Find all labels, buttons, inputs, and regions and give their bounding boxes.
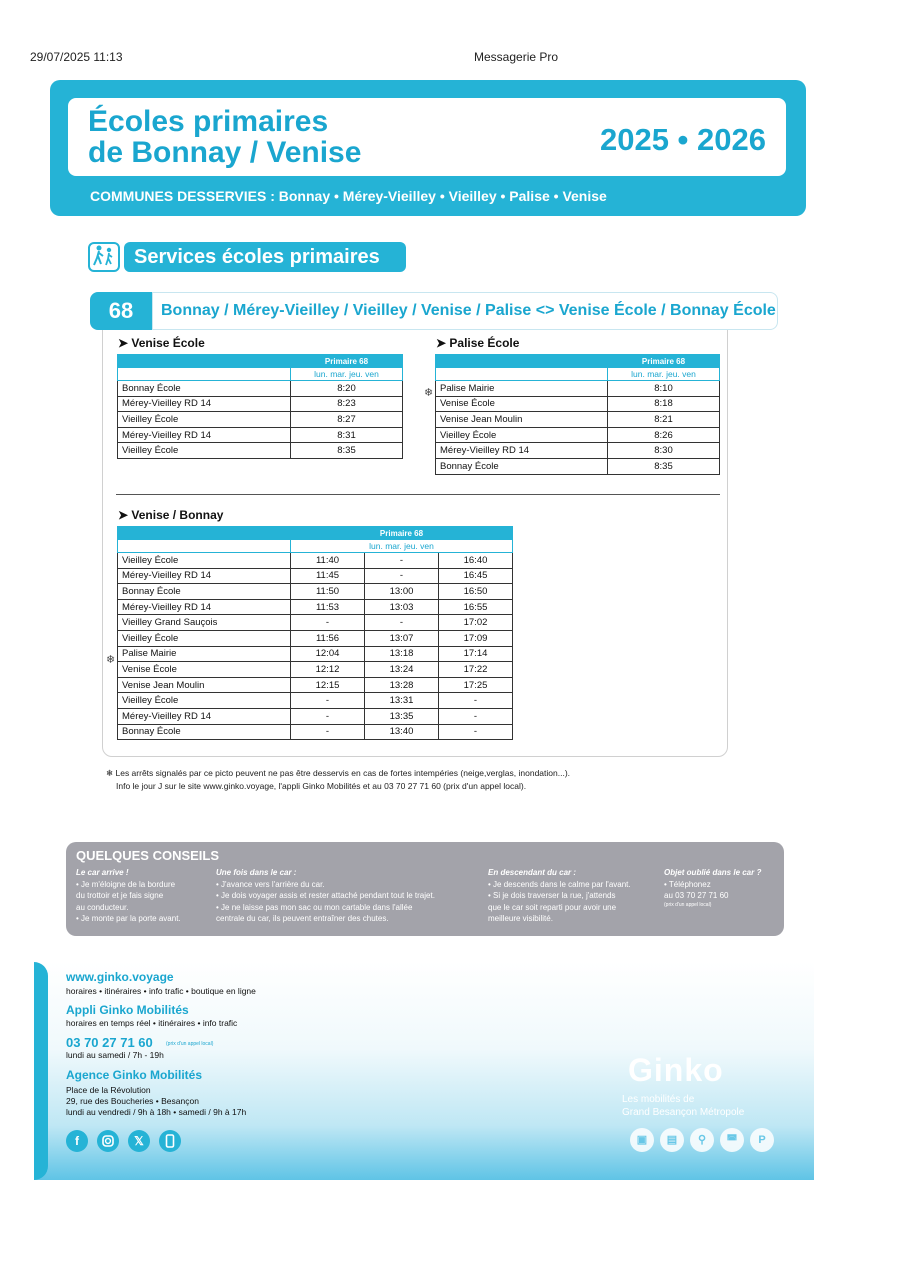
print-source: Messagerie Pro [474,50,559,64]
children-walking-icon [88,242,120,272]
table-row: Vieilley École - 13:31 - [118,693,513,709]
agency-title: Agence Ginko Mobilités [66,1068,203,1082]
advice-col-lost-item: Objet oublié dans le car ? • Téléphonez au 03 70 27 71 60 (prix d'un appel local) [664,868,762,908]
table-row: Vieilley École 8:35 [118,443,403,459]
bus-icon: ▤ [660,1128,684,1152]
parking-icon: P [750,1128,774,1152]
table-row: Mérey-Vieilley RD 14 11:53 13:03 16:55 [118,599,513,615]
agency-address-1: Place de la Révolution [66,1085,151,1095]
table-row: Palise Mairie 8:10 [436,381,720,397]
title-box [68,98,786,176]
title-line-2: de Bonnay / Venise [88,136,362,169]
table-row: Bonnay École 11:50 13:00 16:50 [118,584,513,600]
advice-col-boarding: Le car arrive ! • Je m'éloigne de la bordure du trottoir et je fais signe au conducteur. • Je monte par la porte avant. [76,868,181,923]
table-row: Mérey-Vieilley RD 14 - 13:35 - [118,708,513,724]
timetable-venise-bonnay [117,526,513,740]
car-icon: ◚ [720,1128,744,1152]
days-header: lun. mar. jeu. ven [291,368,403,381]
instagram-icon[interactable] [97,1130,119,1152]
advice-box [66,842,784,936]
table-row: Mérey-Vieilley RD 14 11:45 - 16:45 [118,568,513,584]
table-row: Bonnay École - 13:40 - [118,724,513,740]
phone-number[interactable]: 03 70 27 71 60 [66,1035,153,1050]
table-row: Vieilley Grand Sauçois - - 17:02 [118,615,513,631]
print-datetime: 29/07/2025 11:13 [30,50,123,64]
footnote-line-2: Info le jour J sur le site www.ginko.voyage, l'appli Ginko Mobilités et au 03 70 27 71 60 (prix d'un appel local). [116,781,527,791]
table-row: Mérey-Vieilley RD 14 8:31 [118,427,403,443]
days-header: lun. mar. jeu. ven [608,368,720,381]
table-row: Palise Mairie 12:04 13:18 17:14 [118,646,513,662]
table-row: Bonnay École 8:20 [118,381,403,397]
app-features: horaires en temps réel • itinéraires • info trafic [66,1018,238,1028]
table-row: Venise École 8:18 [436,396,720,412]
title-banner [50,80,806,216]
mobile-icon[interactable] [159,1130,181,1152]
section-divider [116,494,720,495]
table-row: Vieilley École 11:40 - 16:40 [118,553,513,569]
snow-icon: ❄ [424,387,434,399]
advice-col-getting-off: En descendant du car : • Je descends dans le calme par l'avant. • Si je dois traverser la rue, j'attends que le car soit reparti pour avoir une meilleure visibilité. [488,868,631,923]
website-features: horaires • itinéraires • info trafic • boutique en ligne [66,986,256,996]
timetable-venise-ecole [117,354,403,459]
website-link[interactable]: www.ginko.voyage [66,970,174,984]
communes-served: COMMUNES DESSERVIES : Bonnay • Mérey-Vieilley • Vieilley • Palise • Venise [90,188,607,204]
app-link[interactable]: Appli Ginko Mobilités [66,1003,189,1017]
facebook-icon[interactable]: f [66,1130,88,1152]
x-icon[interactable]: 𝕏 [128,1130,150,1152]
footer-accent-arc [34,962,48,1180]
table-row: Venise Jean Moulin 8:21 [436,412,720,428]
table-row: Venise Jean Moulin 12:15 13:28 17:25 [118,677,513,693]
service-header: Primaire 68 [291,527,513,540]
table-row: Vieilley École 11:56 13:07 17:09 [118,630,513,646]
service-header: Primaire 68 [291,355,403,368]
services-heading: Services écoles primaires [124,242,406,272]
line-number-badge: 68 [90,292,152,330]
days-header: lun. mar. jeu. ven [291,540,513,553]
table-row: Bonnay École 8:35 [436,458,720,474]
bike-icon: ⚲ [690,1128,714,1152]
table-row: Vieilley École 8:26 [436,427,720,443]
agency-address-2: 29, rue des Boucheries • Besançon [66,1096,199,1106]
title-line-1: Écoles primaires [88,105,329,138]
agency-hours: lundi au vendredi / 9h à 18h • samedi / 9h à 17h [66,1107,247,1117]
phone-note: (prix d'un appel local) [166,1041,214,1047]
page-title [88,106,361,168]
ginko-logo: Ginko [628,1052,724,1088]
table-row: Venise École 12:12 13:24 17:22 [118,662,513,678]
timetable-palise-ecole [435,354,720,475]
service-header: Primaire 68 [608,355,720,368]
footnote-line-1: ❄ Les arrêts signalés par ce picto peuvent ne pas être desservis en cas de fortes intempéries (neige,verglas, inondation...). [106,768,571,778]
section-title-venise-ecole: ➤ Venise École [118,336,205,350]
ginko-tagline: Les mobilités de Grand Besançon Métropole [622,1094,745,1118]
section-title-palise-ecole: ➤ Palise École [436,336,520,350]
snow-icon: ❄ [106,654,116,666]
tram-icon: ▣ [630,1128,654,1152]
table-row: Mérey-Vieilley RD 14 8:23 [118,396,403,412]
advice-col-onboard: Une fois dans le car : • J'avance vers l'arrière du car. • Je dois voyager assis et rester attaché pendant tout le trajet. • Je ne laisse pas mon sac ou mon cartable dans l'allée centrale du car, ils peuvent entraîner des chutes. [216,868,435,923]
table-row: Mérey-Vieilley RD 14 8:30 [436,443,720,459]
line-route: Bonnay / Mérey-Vieilley / Vieilley / Venise / Palise <> Venise École / Bonnay École [152,292,778,330]
advice-title: QUELQUES CONSEILS [76,848,220,863]
school-year: 2025 • 2026 [599,122,766,157]
table-row: Vieilley École 8:27 [118,412,403,428]
phone-hours: lundi au samedi / 7h - 19h [66,1050,164,1060]
section-title-venise-bonnay: ➤ Venise / Bonnay [118,508,224,522]
